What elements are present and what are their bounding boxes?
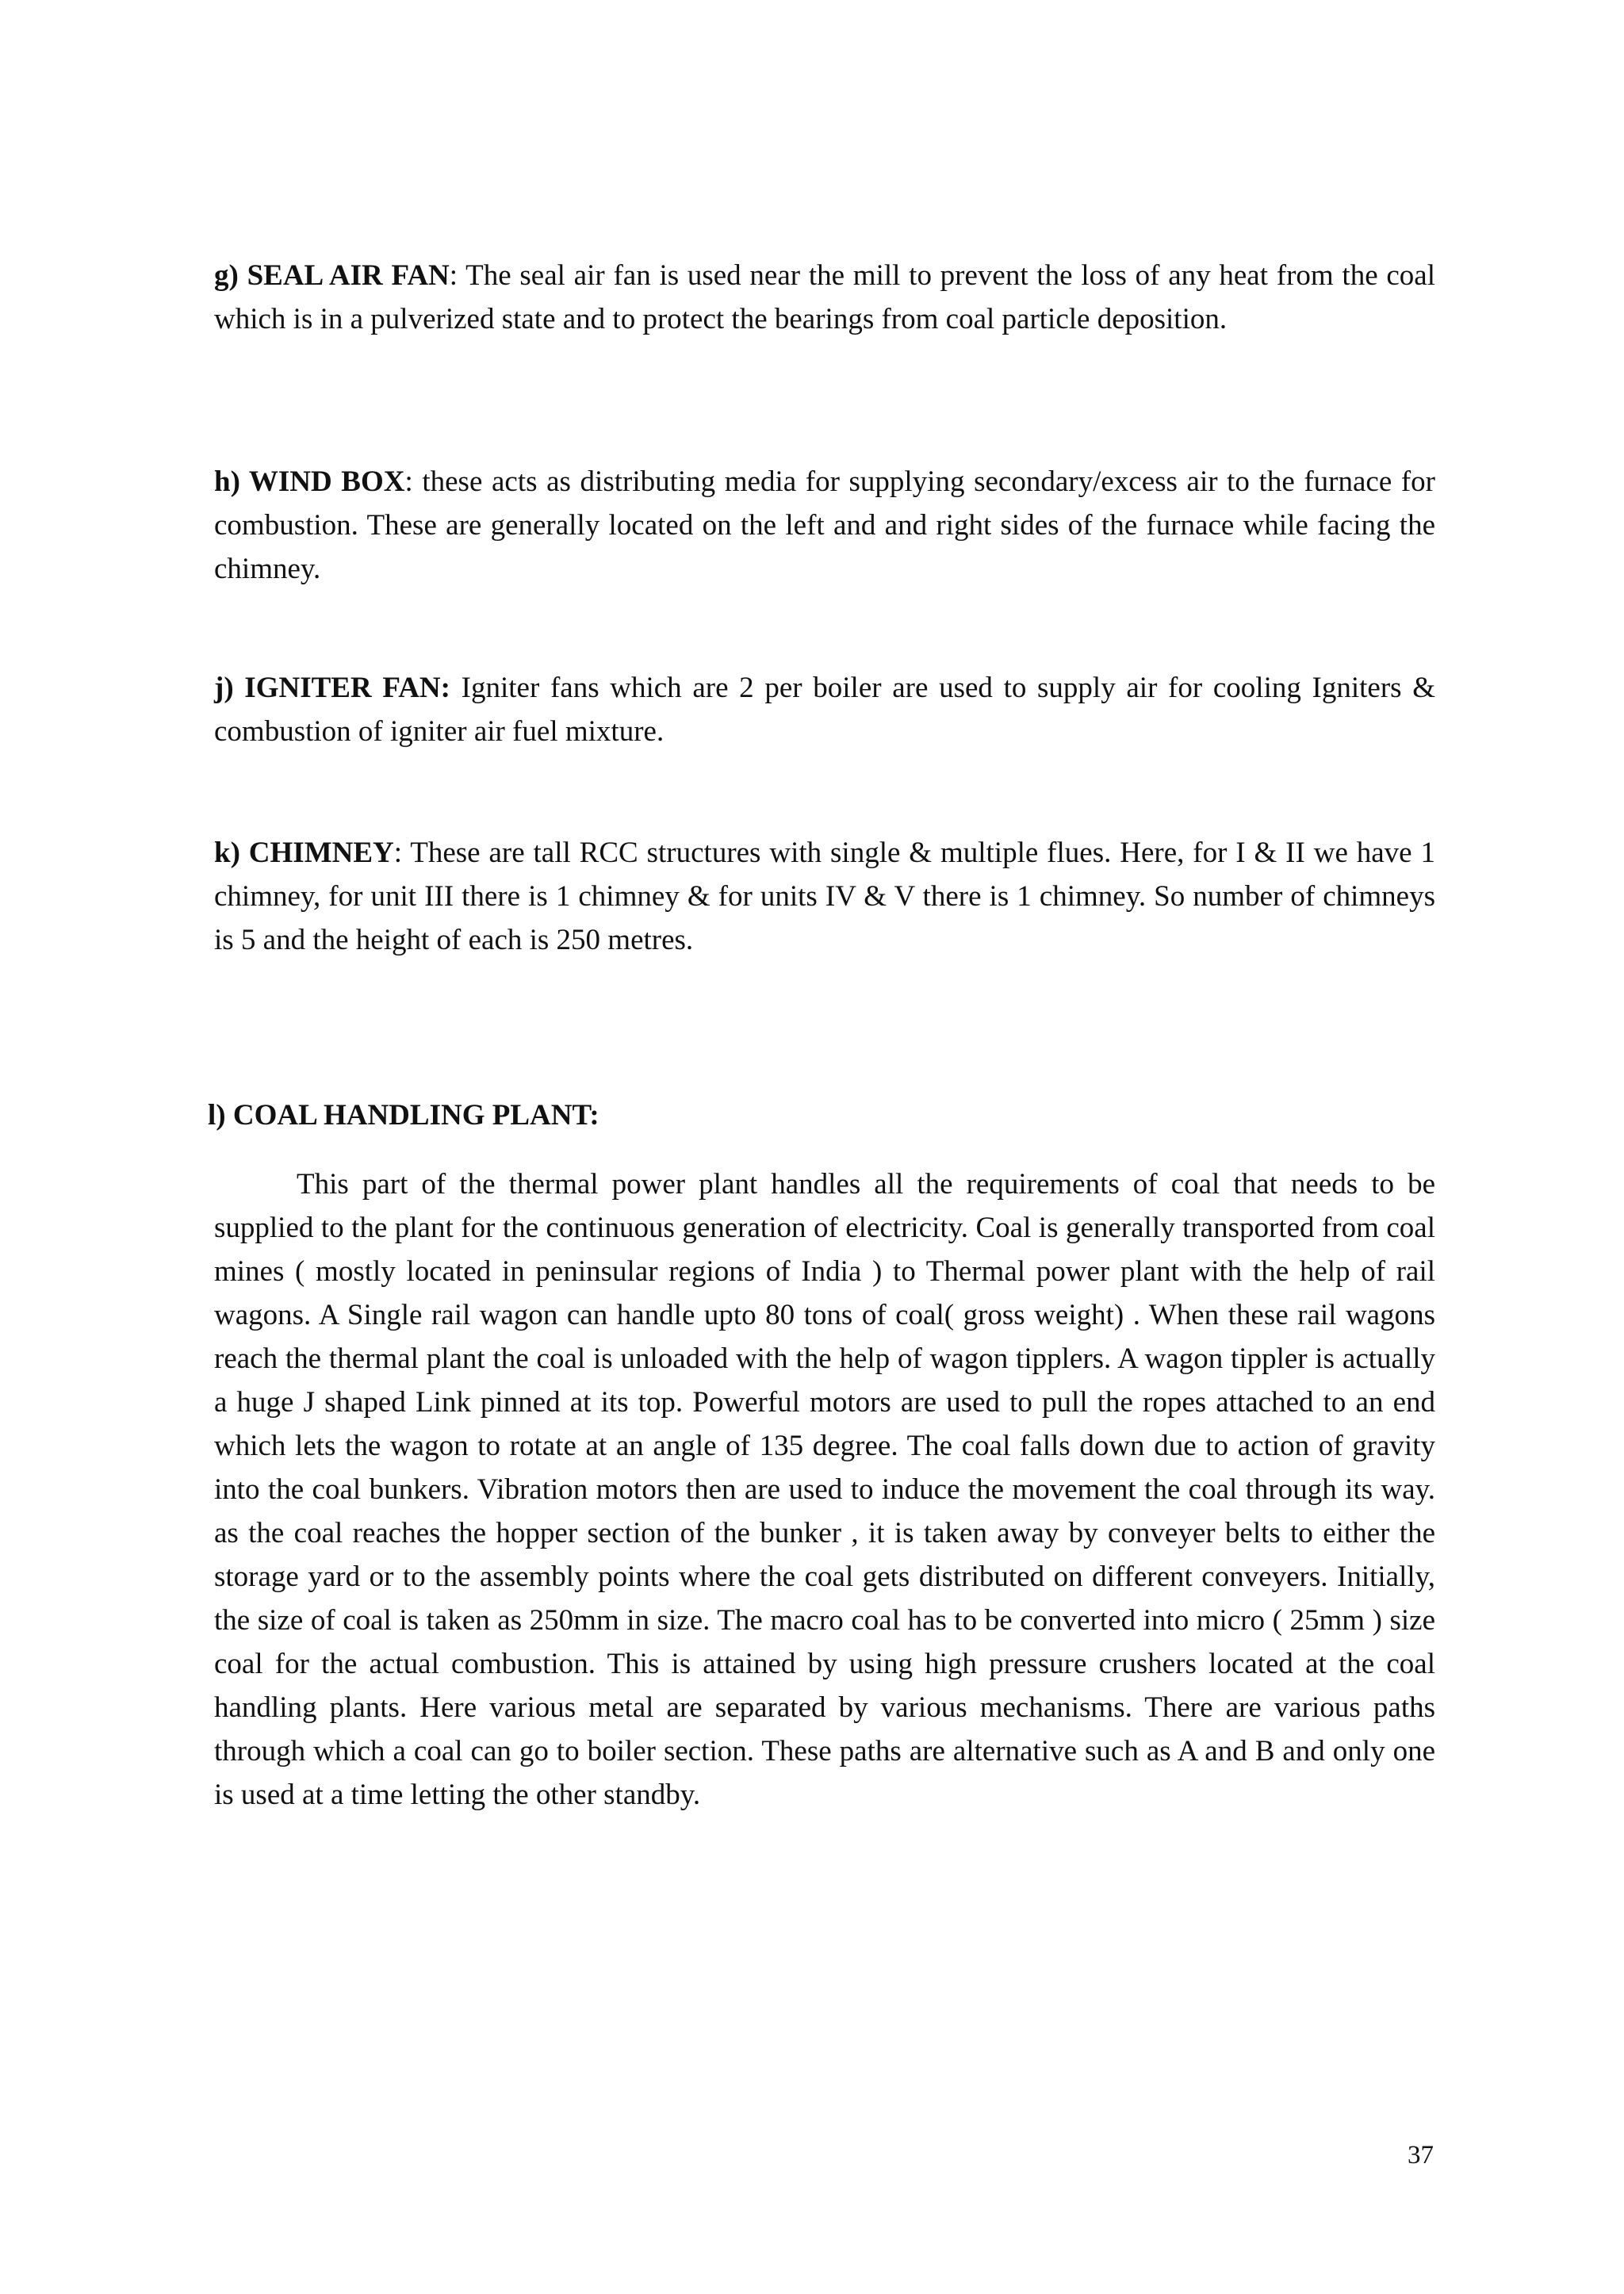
wind-box-label: h) WIND BOX [214, 465, 405, 498]
wind-box-text: : these acts as distributing media for supplying secondary/excess air to the furnace for combustion. These are generally located on the left and and right sides of the furnace while facing the chimney. [214, 465, 1435, 585]
paragraph-wind-box [214, 460, 1435, 591]
paragraph-seal-air-fan [214, 254, 1435, 341]
paragraph-chimney [214, 831, 1435, 962]
page-number: 37 [1408, 2141, 1434, 2170]
paragraph-igniter-fan [214, 666, 1435, 753]
chimney-text: : These are tall RCC structures with single & multiple flues. Here, for I & II we have 1 chimney, for unit III there is 1 chimney & for units IV & V there is 1 chimney. So number of chimneys is 5 and the height of each is 250 metres. [214, 837, 1435, 956]
seal-air-fan-label: g) SEAL AIR FAN [214, 259, 450, 292]
igniter-fan-label: j) IGNITER FAN: [214, 672, 450, 704]
chimney-label: k) CHIMNEY [214, 837, 394, 869]
seal-air-fan-text: : The seal air fan is used near the mill to prevent the loss of any heat from the coal which is in a pulverized state and to protect the bearings from coal particle deposition. [214, 259, 1435, 335]
coal-handling-heading: l) COAL HANDLING PLANT: [208, 1099, 599, 1132]
coal-handling-body: This part of the thermal power plant handles all the requirements of coal that needs to be supplied to the plant for the continuous generation of electricity. Coal is generally transported from coal mines ( mostly located in peninsular regions of India ) to Thermal power plant with the help of rail wagons. A Single rail wagon can handle upto 80 tons of coal( gross weight) . When these rail wagons reach the thermal plant the coal is unloaded with the help of wagon tipplers. A wagon tippler is actually a huge J shaped Link pinned at its top. Powerful motors are used to pull the ropes attached to an end which lets the wagon to rotate at an angle of 135 degree. The coal falls down due to action of gravity into the coal bunkers. Vibration motors then are used to induce the movement the coal through its way. as the coal reaches the hopper section of the bunker , it is taken away by conveyer belts to either the storage yard or to the assembly points where the coal gets distributed on different conveyers. Initially, the size of coal is taken as 250mm in size. The macro coal has to be converted into micro ( 25mm ) size coal for the actual combustion. This is attained by using high pressure crushers located at the coal handling plants. Here various metal are separated by various mechanisms. There are various paths through which a coal can go to boiler section. These paths are alternative such as A and B and only one is used at a time letting the other standby. [214, 1168, 1435, 1811]
igniter-fan-text: Igniter fans which are 2 per boiler are used to supply air for cooling Igniters & combustion of igniter air fuel mixture. [214, 672, 1435, 748]
